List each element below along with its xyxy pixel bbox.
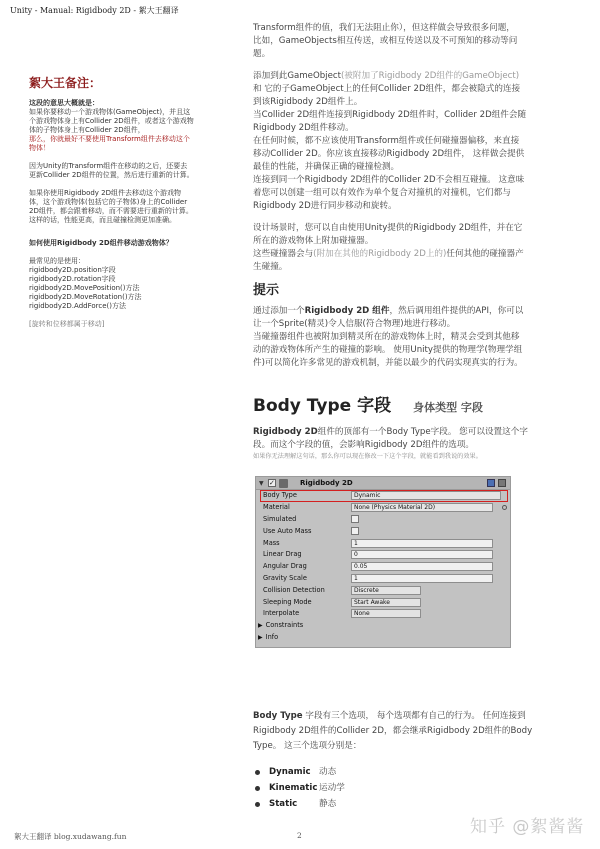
property-simulated <box>256 514 510 526</box>
text-line: 着您可以创建一组可以有效作为单个复合对撞机的对撞机，它们都与 <box>253 188 511 198</box>
summary-heading: 这段的意思大概就是： <box>29 99 99 107</box>
property-label: Material <box>263 503 290 512</box>
property-mass <box>256 537 510 549</box>
text-span: ，然后调用组件提供的API，你可以 <box>389 306 524 316</box>
howto-heading: 如何使用Rigidbody 2D组件移动游戏物体？ <box>29 239 173 247</box>
component-header[interactable] <box>256 477 510 490</box>
zhihu-watermark: 知乎 @絮酱酱 <box>470 817 585 837</box>
help-book-icon[interactable] <box>487 479 495 487</box>
bodytype-heading <box>253 396 549 416</box>
property-label: Collision Detection <box>263 585 325 594</box>
collision-detection-dropdown[interactable]: Discrete <box>351 586 421 595</box>
option-name: Kinematic <box>269 782 318 793</box>
text-span: 字段有三个选项， 每个选项都有自己的行为。 任何连接到 <box>302 711 526 721</box>
text-span: Type <box>253 741 273 751</box>
property-label: Linear Drag <box>263 550 302 559</box>
gray-annotation: (附加在其他的Rigidbody 2D上的) <box>313 249 447 259</box>
howto-block <box>29 239 219 248</box>
gravity-scale-field[interactable]: 1 <box>351 574 493 583</box>
use-auto-mass-checkbox[interactable] <box>351 527 359 535</box>
method-item: rigidbody2D.rotation字段 <box>29 275 116 283</box>
property-linear-drag <box>256 549 510 561</box>
method-item: rigidbody2D.AddForce()方法 <box>29 302 126 310</box>
enable-checkbox[interactable] <box>268 479 276 487</box>
text-span: 任何其他的碰撞器产 <box>446 249 524 259</box>
sleeping-mode-dropdown[interactable]: Start Awake <box>351 598 421 607</box>
gray-annotation: (被附加了Rigidbody 2D组件的GameObject) <box>340 71 520 81</box>
property-angular-drag <box>256 561 510 573</box>
text-line: 连接到同一个Rigidbody 2D组件的Collider 2D不会相互碰撞。 这意味 <box>253 175 525 185</box>
text-line: 和 它的子GameObject上的任何Collider 2D组件，都会被隐式的连接 <box>253 84 521 94</box>
property-label: Mass <box>263 538 280 547</box>
text-span: 这些碰撞器会与 <box>253 249 314 259</box>
object-picker-icon[interactable] <box>502 505 507 510</box>
page-number: 2 <box>297 831 302 840</box>
property-use-auto-mass <box>256 525 510 537</box>
bodytype-paragraph <box>253 426 549 461</box>
text-line: 在任何时候，都不应该使用Transform组件或任何碰撞器偏移，来直接 <box>253 136 520 146</box>
option-name: Dynamic <box>269 766 311 777</box>
methods-block <box>29 257 219 311</box>
bold-term: Rigidbody 2D <box>253 427 318 437</box>
option-translation: 运动学 <box>319 782 345 793</box>
text-span: 添加到此GameObject <box>253 71 341 81</box>
property-label: Use Auto Mass <box>263 526 312 535</box>
property-label: Angular Drag <box>263 562 307 571</box>
bold-term: Body Type <box>253 711 303 721</box>
page-header: Unity - Manual: Rigidbody 2D - 絮大王翻译 <box>10 6 179 15</box>
text-line: 动的游戏物体所产生的碰撞的影响。 使用Unity提供的物理学(物理学组 <box>253 345 523 355</box>
foldout-arrow-icon[interactable]: ▼ <box>259 479 264 487</box>
property-gravity-scale <box>256 573 510 585</box>
list-item <box>253 764 549 780</box>
body-type-dropdown[interactable]: Dynamic <box>351 491 501 500</box>
page-footer: 絮大王翻译 blog.xudawang.fun <box>14 832 127 841</box>
text-span: 通过添加一个 <box>253 306 305 316</box>
property-material <box>256 502 510 514</box>
bold-term: Rigidbody 2D 组件 <box>304 306 390 316</box>
bullet-icon <box>255 770 260 775</box>
text-span: 组件的顶部有一个Body Type字段。 您可以设置这个字 <box>317 427 528 437</box>
tip-heading: 提示 <box>253 283 280 298</box>
movement-note: [旋转和位移都属于移动] <box>29 320 105 328</box>
tip-paragraph <box>253 305 549 370</box>
text-line: Rigidbody 2D组件的Collider 2D，都会继承Rigidbody 2D组件的Body <box>253 726 533 736</box>
text-line: 最佳的性能，并确保正确的碰撞检测。 <box>253 162 400 172</box>
foldout-label: Constraints <box>265 621 304 630</box>
method-item: rigidbody2D.MoveRotation()方法 <box>29 293 142 301</box>
text-line: 段。而这个字段的值，会影响Rigidbody 2D组件的选项。 <box>253 440 475 450</box>
list-item <box>253 780 549 796</box>
bullet-icon <box>255 802 260 807</box>
body-type-options <box>253 709 549 812</box>
text-line: 移动Collider 2D。你应该直接移动Rigidbody 2D组件， 这样做会提供 <box>253 149 525 159</box>
manual-content <box>253 22 549 648</box>
simulated-checkbox[interactable] <box>351 515 359 523</box>
rigidbody-component-icon <box>279 479 288 488</box>
linear-drag-field[interactable]: 0 <box>351 550 493 559</box>
text-span: 。 这三个选项分别是： <box>272 741 362 751</box>
property-sleeping-mode <box>256 596 510 608</box>
rigidbody2d-inspector <box>255 476 511 648</box>
summary-line: 个游戏物体身上有Collider 2D组件，或者这个游戏物 <box>29 117 194 125</box>
property-label: Body Type <box>263 491 297 500</box>
rigidbody-line: 体，这个游戏物体(包括它的子物体)身上的Collider <box>29 198 188 206</box>
design-paragraph <box>253 222 549 274</box>
summary-line: 如果你要移动一个游戏物体(GameObject)，并且这 <box>29 108 191 116</box>
method-item: rigidbody2D.MovePosition()方法 <box>29 284 140 292</box>
options-intro <box>253 709 549 754</box>
method-item: rigidbody2D.position字段 <box>29 266 116 274</box>
property-label: Simulated <box>263 515 297 523</box>
notes-title: 絮大王备注： <box>29 76 102 90</box>
text-line: 当碰撞器组件也被附加到精灵所在的游戏物体上时，精灵会受到其他移 <box>253 332 520 342</box>
property-label: Interpolate <box>263 609 300 618</box>
warning-line: 那么，你就最好不要使用Transform组件去移动这个 <box>29 135 190 143</box>
text-line: 设计场景时，您可以自由使用Unity提供的Rigidbody 2D组件，并在它 <box>253 223 523 233</box>
common-label: 最常见的是使用： <box>29 257 85 265</box>
option-name: Static <box>269 798 298 809</box>
bodytype-heading-en: Body Type 字段 <box>253 396 392 416</box>
text-line: 件)可以简化许多常见的游戏机制，并能以最少的代码实现真实的行为。 <box>253 358 523 368</box>
intro-paragraph <box>253 22 549 61</box>
foldout-info[interactable] <box>256 632 510 644</box>
settings-gear-icon[interactable] <box>498 479 506 487</box>
mass-field[interactable]: 1 <box>351 539 493 548</box>
foldout-label: Info <box>265 632 279 641</box>
attach-paragraph <box>253 70 549 213</box>
interpolate-dropdown[interactable]: None <box>351 609 421 618</box>
component-title: Rigidbody 2D <box>300 478 353 487</box>
option-translation: 静态 <box>319 798 337 809</box>
text-line: Transform组件的值，我们无法阻止你），但这样做会导致很多问题， <box>253 23 515 33</box>
bullet-icon <box>255 786 260 791</box>
translator-hint: 如果你无法理解这句话，那么你可以现在修改一下这个字段，就能看到我说的效果。 <box>253 453 482 460</box>
text-line: 题。 <box>253 49 271 59</box>
expand-arrow-icon[interactable]: ▶ <box>258 633 263 641</box>
translator-notes <box>29 76 219 329</box>
rigidbody-line: 这样的话，性能更高，而且碰撞检测更加准确。 <box>29 216 176 224</box>
rigidbody-line: 2D组件，都会跟着移动，而不需要进行重新的计算。 <box>29 207 193 215</box>
material-object-field[interactable]: None (Physics Material 2D) <box>351 503 493 512</box>
text-line: 比如，GameObjects相互传送，或相互传送以及不可预知的移动等问 <box>253 36 518 46</box>
property-label: Gravity Scale <box>263 573 307 582</box>
foldout-constraints[interactable] <box>256 620 510 632</box>
text-line: 生碰撞。 <box>253 262 288 272</box>
property-label: Sleeping Mode <box>263 597 312 606</box>
text-line: 让一个Sprite(精灵)令人信服(符合物理)地进行移动。 <box>253 319 456 329</box>
warning-line: 物体！ <box>29 144 50 152</box>
list-item <box>253 796 549 812</box>
text-line: Rigidbody 2D进行同步移动和旋转。 <box>253 201 397 211</box>
property-body-type <box>256 490 510 502</box>
property-interpolate <box>256 608 510 620</box>
summary-line: 体的子物体身上有Collider 2D组件， <box>29 126 145 134</box>
transform-line: 因为Unity的Transform组件在移动的之后，还要去 <box>29 162 188 170</box>
highlight-box <box>260 490 508 502</box>
property-collision-detection <box>256 584 510 596</box>
text-line: Rigidbody 2D组件移动。 <box>253 123 354 133</box>
expand-arrow-icon[interactable]: ▶ <box>258 622 263 630</box>
text-line: 到该Rigidbody 2D组件上。 <box>253 97 363 107</box>
transform-note <box>29 162 219 180</box>
rigidbody-line: 如果你使用Rigidbody 2D组件去移动这个游戏物 <box>29 189 182 197</box>
angular-drag-field[interactable]: 0.05 <box>351 562 493 571</box>
summary-block <box>29 99 219 153</box>
bodytype-heading-zh: 身体类型 字段 <box>413 401 483 414</box>
options-list <box>253 764 549 812</box>
text-line: 当Collider 2D组件连接到Rigidbody 2D组件时，Collider 2D组件会随 <box>253 110 527 120</box>
transform-line: 更新Collider 2D组件的位置，然后进行重新的计算。 <box>29 171 194 179</box>
text-line: 所在的游戏物体上附加碰撞器。 <box>253 236 374 246</box>
option-translation: 动态 <box>319 766 337 777</box>
rigidbody-note <box>29 189 219 225</box>
